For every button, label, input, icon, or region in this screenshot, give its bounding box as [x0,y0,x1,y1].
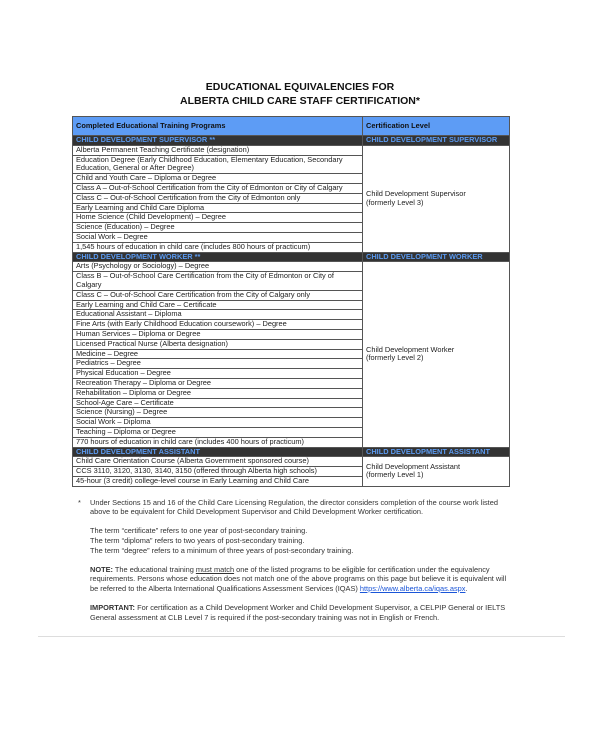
header-programs: Completed Educational Training Programs [73,117,363,136]
program-cell: CCS 3110, 3120, 3130, 3140, 3150 (offered through Alberta high schools) [73,467,363,477]
program-cell: 1,545 hours of education in child care (includes 800 hours of practicum) [73,242,363,252]
equivalencies-table [72,116,510,487]
note-paragraph: NOTE: The educational training must match one of the listed programs to be eligible for certification under the equivalency requirements. Persons whose education does not match one of the above programs on this page but believe it is equivalent will be referred to the Alberta International Qualifications Assessment Services (IQAS) https://www.alberta.ca/iqas.aspx. [90,564,507,594]
program-cell: Educational Assistant – Diploma [73,310,363,320]
iqas-link[interactable]: https://www.alberta.ca/iqas.aspx [359,584,466,594]
program-cell: Child and Youth Care – Diploma or Degree [73,174,363,184]
section-cert-header: CHILD DEVELOPMENT WORKER [363,252,510,262]
terms: The term “certificate” refers to one year of post-secondary training. The term “diploma” refers to two years of post-secondary training. The term “degree” refers to a minimum of three years of post-secondary training. [90,526,354,555]
section-header: CHILD DEVELOPMENT ASSISTANT [73,447,363,457]
footnote-star: * [78,497,81,507]
section-header: CHILD DEVELOPMENT SUPERVISOR ** [73,136,363,146]
program-cell: Science (Education) – Degree [73,223,363,233]
program-cell: Physical Education – Degree [73,369,363,379]
program-cell: 45-hour (3 credit) college-level course in Early Learning and Child Care [73,476,363,486]
important-paragraph: IMPORTANT: For certification as a Child Development Worker and Child Development Supervisor, a CELPIP General or IELTS General assessment at CLB Level 7 is required if the post-secondary training was not in English or French. [90,603,506,622]
section-cert-header: CHILD DEVELOPMENT SUPERVISOR [363,136,510,146]
program-cell: Recreation Therapy – Diploma or Degree [73,378,363,388]
sections-note-block [78,498,514,527]
section-header: CHILD DEVELOPMENT WORKER ** [73,252,363,262]
program-cell: Education Degree (Early Childhood Education, Elementary Education, Secondary Education, General or After Degree) [73,155,363,174]
document-title: EDUCATIONAL EQUIVALENCIES FOR ALBERTA CHILD CARE STAFF CERTIFICATION* [180,81,420,107]
certification-level-cell: Child Development Worker (formerly Level 2) [363,262,510,447]
certification-level-cell: Child Development Supervisor (formerly Level 3) [363,145,510,252]
program-cell: Pediatrics – Degree [73,359,363,369]
program-cell: Social Work – Degree [73,232,363,242]
program-cell: Home Science (Child Development) – Degree [73,213,363,223]
program-cell: Alberta Permanent Teaching Certificate (designation) [73,145,363,155]
program-cell: Teaching – Diploma or Degree [73,427,363,437]
program-cell: Fine Arts (with Early Childhood Education coursework) – Degree [73,320,363,330]
program-cell: Early Learning and Child Care Diploma [73,203,363,213]
program-cell: Human Services – Diploma or Degree [73,329,363,339]
footer-divider [38,636,565,637]
sections-note: Under Sections 15 and 16 of the Child Care Licensing Regulation, the director considers completion of the course work listed above to be equivalent for Child Development Supervisor and Child Development Worker certification. [90,497,498,517]
program-cell: Class C – Out-of-School Care Certification from the City of Calgary only [73,290,363,300]
program-cell: Medicine – Degree [73,349,363,359]
program-cell: Class B – Out-of-School Care Certification from the City of Edmonton or City of Calgary [73,272,363,291]
program-cell: Rehabilitation – Diploma or Degree [73,388,363,398]
program-cell: Arts (Psychology or Sociology) – Degree [73,262,363,272]
program-cell: Class A – Out-of-School Certification from the City of Edmonton or City of Calgary [73,183,363,193]
section-header-row [73,136,510,146]
program-cell: Licensed Practical Nurse (Alberta designation) [73,339,363,349]
certification-level-cell: Child Development Assistant (formerly Level 1) [363,457,510,486]
program-row [73,145,510,155]
program-cell: School-Age Care – Certificate [73,398,363,408]
program-cell: Early Learning and Child Care – Certificate [73,300,363,310]
program-cell: Science (Nursing) – Degree [73,408,363,418]
program-cell: 770 hours of education in child care (includes 400 hours of practicum) [73,437,363,447]
program-cell: Class C – Out-of-School Certification from the City of Edmonton only [73,193,363,203]
header-cert-level: Certification Level [363,117,510,136]
notes [78,498,514,623]
program-cell: Child Care Orientation Course (Alberta Government sponsored course) [73,457,363,467]
program-cell: Social Work – Diploma [73,418,363,428]
section-cert-header: CHILD DEVELOPMENT ASSISTANT [363,447,510,457]
